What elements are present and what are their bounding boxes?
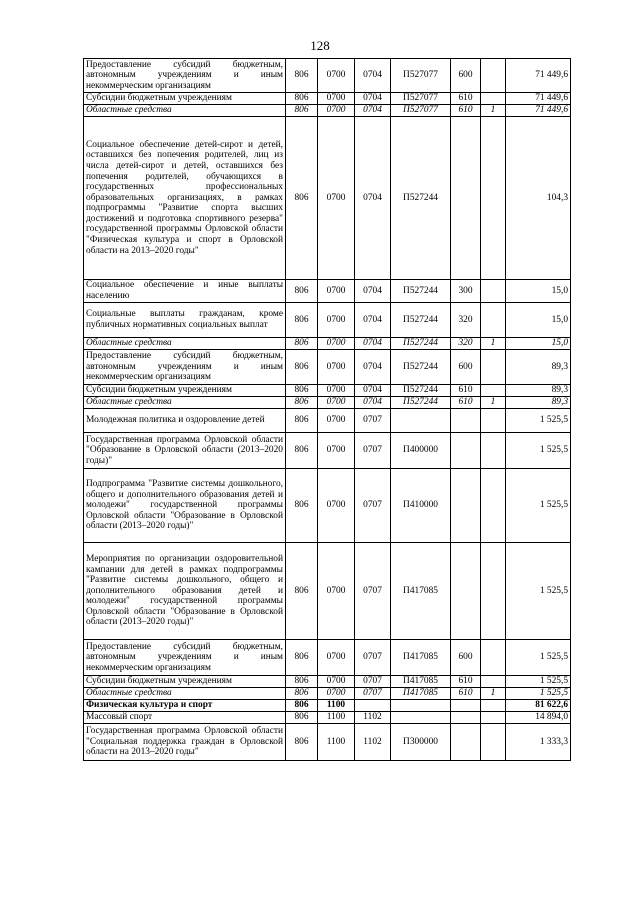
cell-target-code: П417085 xyxy=(391,543,451,640)
cell-funding-source: 1 xyxy=(481,397,506,409)
table-row xyxy=(84,724,571,761)
cell-subsection-code: 0704 xyxy=(355,59,391,93)
table-row xyxy=(84,338,571,350)
cell-ministry-code: 806 xyxy=(286,350,318,385)
page-number: 128 xyxy=(310,38,330,53)
cell-target-code: П527244 xyxy=(391,303,451,338)
cell-subsection-code: 0704 xyxy=(355,117,391,280)
cell-subsection-code: 0704 xyxy=(355,385,391,397)
cell-target-code: П417085 xyxy=(391,640,451,676)
row-description: Молодежная политика и оздоровление детей xyxy=(84,409,286,433)
cell-ministry-code: 806 xyxy=(286,469,318,543)
cell-section-code: 0700 xyxy=(318,676,355,688)
cell-ministry-code: 806 xyxy=(286,117,318,280)
cell-target-code: П527244 xyxy=(391,397,451,409)
cell-amount: 1 525,5 xyxy=(506,688,571,700)
table-row xyxy=(84,350,571,385)
row-description: Социальное обеспечение и иные выплаты населению xyxy=(84,280,286,303)
cell-expense-type: 610 xyxy=(451,93,481,105)
cell-section-code: 0700 xyxy=(318,303,355,338)
cell-target-code xyxy=(391,409,451,433)
cell-ministry-code: 806 xyxy=(286,385,318,397)
row-description: Субсидии бюджетным учреждениям xyxy=(84,93,286,105)
cell-subsection-code xyxy=(355,700,391,712)
cell-funding-source xyxy=(481,59,506,93)
cell-expense-type xyxy=(451,724,481,761)
cell-target-code: П300000 xyxy=(391,724,451,761)
cell-ministry-code: 806 xyxy=(286,543,318,640)
cell-section-code: 0700 xyxy=(318,397,355,409)
cell-funding-source xyxy=(481,676,506,688)
cell-expense-type: 320 xyxy=(451,338,481,350)
cell-subsection-code: 0707 xyxy=(355,543,391,640)
cell-subsection-code: 0707 xyxy=(355,676,391,688)
cell-funding-source xyxy=(481,640,506,676)
cell-amount: 89,3 xyxy=(506,350,571,385)
cell-amount: 1 525,5 xyxy=(506,469,571,543)
cell-funding-source xyxy=(481,93,506,105)
cell-ministry-code: 806 xyxy=(286,397,318,409)
cell-expense-type xyxy=(451,712,481,724)
cell-subsection-code: 0704 xyxy=(355,350,391,385)
row-description: Областные средства xyxy=(84,397,286,409)
cell-ministry-code: 806 xyxy=(286,105,318,117)
cell-amount: 104,3 xyxy=(506,117,571,280)
cell-funding-source xyxy=(481,700,506,712)
cell-amount: 89,3 xyxy=(506,397,571,409)
cell-target-code: П527077 xyxy=(391,59,451,93)
cell-ministry-code: 806 xyxy=(286,676,318,688)
cell-target-code: П410000 xyxy=(391,469,451,543)
cell-expense-type: 610 xyxy=(451,385,481,397)
cell-subsection-code: 0707 xyxy=(355,469,391,543)
cell-expense-type: 300 xyxy=(451,280,481,303)
cell-target-code xyxy=(391,700,451,712)
cell-amount: 71 449,6 xyxy=(506,59,571,93)
cell-section-code: 0700 xyxy=(318,59,355,93)
cell-section-code: 0700 xyxy=(318,385,355,397)
cell-section-code: 1100 xyxy=(318,700,355,712)
cell-funding-source: 1 xyxy=(481,688,506,700)
cell-section-code: 0700 xyxy=(318,280,355,303)
cell-ministry-code: 806 xyxy=(286,409,318,433)
cell-expense-type xyxy=(451,117,481,280)
cell-subsection-code: 0704 xyxy=(355,397,391,409)
cell-subsection-code: 0704 xyxy=(355,280,391,303)
row-description: Субсидии бюджетным учреждениям xyxy=(84,676,286,688)
cell-section-code: 0700 xyxy=(318,469,355,543)
cell-funding-source: 1 xyxy=(481,338,506,350)
cell-target-code: П527244 xyxy=(391,385,451,397)
cell-subsection-code: 0704 xyxy=(355,338,391,350)
cell-ministry-code: 806 xyxy=(286,59,318,93)
cell-target-code: П527244 xyxy=(391,280,451,303)
cell-ministry-code: 806 xyxy=(286,700,318,712)
cell-section-code: 0700 xyxy=(318,338,355,350)
cell-expense-type xyxy=(451,433,481,469)
cell-subsection-code: 0707 xyxy=(355,409,391,433)
cell-expense-type: 610 xyxy=(451,397,481,409)
cell-amount: 1 525,5 xyxy=(506,676,571,688)
row-description: Государственная программа Орловской области "Образование в Орловской области (2013–2020 годы)" xyxy=(84,433,286,469)
cell-target-code xyxy=(391,712,451,724)
cell-expense-type: 600 xyxy=(451,59,481,93)
cell-expense-type: 600 xyxy=(451,350,481,385)
cell-ministry-code: 806 xyxy=(286,280,318,303)
table-row xyxy=(84,385,571,397)
cell-section-code: 0700 xyxy=(318,409,355,433)
cell-amount: 15,0 xyxy=(506,303,571,338)
cell-amount: 89,3 xyxy=(506,385,571,397)
cell-target-code: П527244 xyxy=(391,338,451,350)
budget-table xyxy=(83,58,571,761)
row-description: Социальные выплаты гражданам, кроме публичных нормативных социальных выплат xyxy=(84,303,286,338)
cell-expense-type: 610 xyxy=(451,688,481,700)
cell-subsection-code: 0707 xyxy=(355,433,391,469)
cell-section-code: 1100 xyxy=(318,724,355,761)
table-row xyxy=(84,700,571,712)
table-row xyxy=(84,117,571,280)
cell-expense-type xyxy=(451,409,481,433)
cell-amount: 1 525,5 xyxy=(506,433,571,469)
cell-ministry-code: 806 xyxy=(286,338,318,350)
table-row xyxy=(84,640,571,676)
row-description: Массовый спорт xyxy=(84,712,286,724)
cell-expense-type: 320 xyxy=(451,303,481,338)
cell-ministry-code: 806 xyxy=(286,93,318,105)
cell-target-code: П527244 xyxy=(391,117,451,280)
cell-section-code: 0700 xyxy=(318,350,355,385)
cell-funding-source xyxy=(481,469,506,543)
cell-section-code: 0700 xyxy=(318,543,355,640)
cell-funding-source xyxy=(481,409,506,433)
cell-ministry-code: 806 xyxy=(286,433,318,469)
cell-funding-source xyxy=(481,350,506,385)
cell-section-code: 0700 xyxy=(318,105,355,117)
row-description: Государственная программа Орловской области "Социальная поддержка граждан в Орловской области на 2013–2020 годы" xyxy=(84,724,286,761)
cell-subsection-code: 1102 xyxy=(355,724,391,761)
row-description: Предоставление субсидий бюджетным, автономным учреждениям и иным некоммерческим организациям xyxy=(84,350,286,385)
cell-funding-source xyxy=(481,543,506,640)
row-description: Предоставление субсидий бюджетным, автономным учреждениям и иным некоммерческим организациям xyxy=(84,59,286,93)
cell-funding-source xyxy=(481,117,506,280)
cell-funding-source xyxy=(481,385,506,397)
cell-subsection-code: 0704 xyxy=(355,303,391,338)
cell-section-code: 0700 xyxy=(318,93,355,105)
table-row xyxy=(84,469,571,543)
cell-subsection-code: 0707 xyxy=(355,688,391,700)
row-description: Мероприятия по организации оздоровительной кампании для детей в рамках подпрограммы "Развитие системы дошкольного, общего и дополнительного образования детей и молодежи" государственной программы Орловской области "Образование в Орловской области (2013–2020 годы)" xyxy=(84,543,286,640)
cell-ministry-code: 806 xyxy=(286,303,318,338)
row-description: Областные средства xyxy=(84,105,286,117)
cell-target-code: П527077 xyxy=(391,105,451,117)
cell-amount: 15,0 xyxy=(506,280,571,303)
cell-subsection-code: 0704 xyxy=(355,105,391,117)
table-row xyxy=(84,397,571,409)
cell-funding-source xyxy=(481,724,506,761)
table-row xyxy=(84,409,571,433)
cell-ministry-code: 806 xyxy=(286,640,318,676)
cell-subsection-code: 0704 xyxy=(355,93,391,105)
row-description: Областные средства xyxy=(84,688,286,700)
cell-target-code: П400000 xyxy=(391,433,451,469)
cell-section-code: 0700 xyxy=(318,640,355,676)
table-row xyxy=(84,280,571,303)
cell-target-code: П417085 xyxy=(391,688,451,700)
cell-expense-type: 610 xyxy=(451,105,481,117)
table-row xyxy=(84,676,571,688)
cell-subsection-code: 1102 xyxy=(355,712,391,724)
cell-ministry-code: 806 xyxy=(286,712,318,724)
cell-amount: 15,0 xyxy=(506,338,571,350)
table-row xyxy=(84,303,571,338)
cell-ministry-code: 806 xyxy=(286,724,318,761)
cell-amount: 1 525,5 xyxy=(506,640,571,676)
cell-funding-source xyxy=(481,433,506,469)
row-description: Субсидии бюджетным учреждениям xyxy=(84,385,286,397)
table-row xyxy=(84,59,571,93)
cell-expense-type: 610 xyxy=(451,676,481,688)
row-description: Предоставление субсидий бюджетным, автономным учреждениям и иным некоммерческим организациям xyxy=(84,640,286,676)
cell-amount: 1 333,3 xyxy=(506,724,571,761)
cell-amount: 14 894,0 xyxy=(506,712,571,724)
table-row xyxy=(84,712,571,724)
cell-amount: 71 449,6 xyxy=(506,105,571,117)
table-row xyxy=(84,433,571,469)
cell-funding-source xyxy=(481,303,506,338)
table-row xyxy=(84,543,571,640)
cell-funding-source xyxy=(481,280,506,303)
cell-target-code: П417085 xyxy=(391,676,451,688)
cell-expense-type xyxy=(451,700,481,712)
cell-amount: 1 525,5 xyxy=(506,409,571,433)
cell-target-code: П527077 xyxy=(391,93,451,105)
cell-expense-type: 600 xyxy=(451,640,481,676)
cell-subsection-code: 0707 xyxy=(355,640,391,676)
cell-amount: 71 449,6 xyxy=(506,93,571,105)
cell-target-code: П527244 xyxy=(391,350,451,385)
table-row xyxy=(84,105,571,117)
cell-section-code: 1100 xyxy=(318,712,355,724)
row-description: Социальное обеспечение детей-сирот и детей, оставшихся без попечения родителей, лиц из числа детей-сирот и детей, оставшихся без попечения родителей, обучающихся в государственных профессиональных образовательных организациях, в рамках подпрограммы "Развитие спорта высших достижений и подготовка спортивного резерва" государственной программы Орловской области "Физическая культура и спорт в Орловской области на 2013–2020 годы" xyxy=(84,117,286,280)
table-row xyxy=(84,688,571,700)
table-row xyxy=(84,93,571,105)
cell-funding-source xyxy=(481,712,506,724)
cell-section-code: 0700 xyxy=(318,688,355,700)
row-description: Физическая культура и спорт xyxy=(84,700,286,712)
cell-funding-source: 1 xyxy=(481,105,506,117)
cell-section-code: 0700 xyxy=(318,433,355,469)
cell-section-code: 0700 xyxy=(318,117,355,280)
cell-expense-type xyxy=(451,469,481,543)
cell-amount: 81 622,6 xyxy=(506,700,571,712)
cell-ministry-code: 806 xyxy=(286,688,318,700)
cell-expense-type xyxy=(451,543,481,640)
cell-amount: 1 525,5 xyxy=(506,543,571,640)
row-description: Подпрограмма "Развитие системы дошкольного, общего и дополнительного образования детей и молодежи" государственной программы Орловской области "Образование в Орловской области (2013–2020 годы)" xyxy=(84,469,286,543)
row-description: Областные средства xyxy=(84,338,286,350)
